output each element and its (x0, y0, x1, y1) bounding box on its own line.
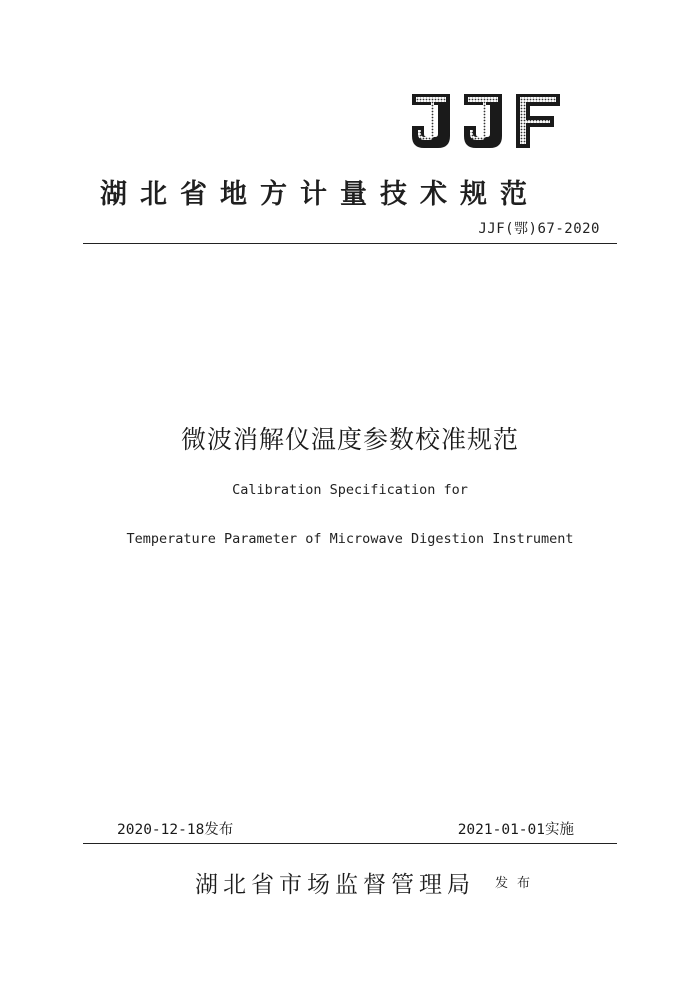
series-title: 湖北省地方计量技术规范 (100, 179, 540, 210)
logo-letter-j2 (464, 94, 502, 148)
footer-divider (83, 843, 617, 844)
header-divider (83, 243, 617, 244)
issuing-authority: 湖北省市场监督管理局 (195, 872, 475, 898)
publication-date: 2020-12-18发布 (117, 822, 234, 838)
issuer-suffix: 发布 (495, 876, 540, 891)
logo-letter-j1 (412, 94, 450, 148)
jjf-logo (410, 92, 562, 150)
logo-letter-f (516, 94, 560, 148)
document-title-english-line1: Calibration Specification for (232, 482, 468, 498)
document-title-chinese: 微波消解仪温度参数校准规范 (180, 425, 519, 454)
document-code: JJF(鄂)67-2020 (478, 221, 600, 237)
document-title-english-line2: Temperature Parameter of Microwave Digestion Instrument (126, 531, 574, 547)
implementation-date: 2021-01-01实施 (457, 822, 574, 838)
